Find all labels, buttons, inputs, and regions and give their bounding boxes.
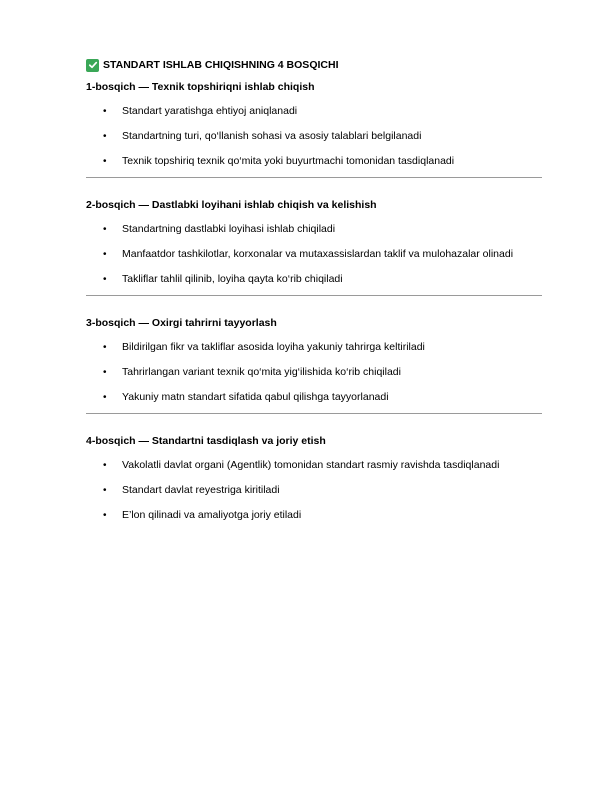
section-divider: [86, 413, 542, 414]
bullet-icon: •: [103, 106, 107, 117]
bullet-icon: •: [103, 510, 107, 521]
stage-4: [86, 432, 542, 525]
list-item: [86, 506, 542, 525]
list-item: [86, 456, 542, 475]
document-title: STANDART ISHLAB CHIQISHNING 4 BOSQICHI: [103, 59, 339, 71]
list-item-text: Standart yaratishga ehtiyoj aniqlanadi: [122, 105, 298, 117]
list-item-text: Tahrirlangan variant texnik qo‘mita yig‘ilishida ko‘rib chiqiladi: [122, 366, 401, 378]
bullet-icon: •: [103, 367, 107, 378]
list-item-text: Takliflar tahlil qilinib, loyiha qayta ko‘rib chiqiladi: [122, 273, 343, 285]
list-item-text: Vakolatli davlat organi (Agentlik) tomonidan standart rasmiy ravishda tasdiqlanadi: [122, 459, 500, 471]
bullet-icon: •: [103, 342, 107, 353]
stage-heading: 1-bosqich — Texnik topshiriqni ishlab chiqish: [86, 81, 315, 93]
list-item-text: Bildirilgan fikr va takliflar asosida loyiha yakuniy tahrirga keltiriladi: [122, 341, 425, 353]
list-item: [86, 127, 542, 146]
stage-item-list: [86, 220, 542, 289]
list-item-text: Standartning turi, qo‘llanish sohasi va asosiy talablari belgilanadi: [122, 130, 422, 142]
bullet-icon: •: [103, 460, 107, 471]
list-item: [86, 270, 542, 289]
bullet-icon: •: [103, 274, 107, 285]
document-content: [86, 56, 542, 531]
check-mark-button-icon: [86, 59, 99, 72]
bullet-icon: •: [103, 485, 107, 496]
stage-1: [86, 78, 542, 178]
bullet-icon: •: [103, 131, 107, 142]
document-title-row: [86, 56, 542, 74]
list-item: [86, 338, 542, 357]
bullet-icon: •: [103, 392, 107, 403]
bullet-icon: •: [103, 249, 107, 260]
list-item: [86, 245, 542, 264]
list-item: [86, 102, 542, 121]
stage-item-list: [86, 102, 542, 171]
stage-3: [86, 314, 542, 414]
list-item-text: Standartning dastlabki loyihasi ishlab chiqiladi: [122, 223, 336, 235]
list-item: [86, 220, 542, 239]
list-item: [86, 481, 542, 500]
list-item: [86, 152, 542, 171]
list-item-text: E’lon qilinadi va amaliyotga joriy etiladi: [122, 509, 302, 521]
section-divider: [86, 177, 542, 178]
stage-heading: 2-bosqich — Dastlabki loyihani ishlab chiqish va kelishish: [86, 199, 377, 211]
list-item-text: Texnik topshiriq texnik qo‘mita yoki buyurtmachi tomonidan tasdiqlanadi: [122, 155, 455, 167]
section-divider: [86, 295, 542, 296]
stage-heading: 3-bosqich — Oxirgi tahrirni tayyorlash: [86, 317, 277, 329]
list-item-text: Yakuniy matn standart sifatida qabul qilishga tayyorlanadi: [122, 391, 389, 403]
stage-2: [86, 196, 542, 296]
list-item-text: Standart davlat reyestriga kiritiladi: [122, 484, 280, 496]
stage-item-list: [86, 338, 542, 407]
bullet-icon: •: [103, 156, 107, 167]
list-item-text: Manfaatdor tashkilotlar, korxonalar va mutaxassislardan taklif va mulohazalar olinadi: [122, 248, 514, 260]
bullet-icon: •: [103, 224, 107, 235]
list-item: [86, 388, 542, 407]
list-item: [86, 363, 542, 382]
stage-heading: 4-bosqich — Standartni tasdiqlash va joriy etish: [86, 435, 326, 447]
stage-item-list: [86, 456, 542, 525]
